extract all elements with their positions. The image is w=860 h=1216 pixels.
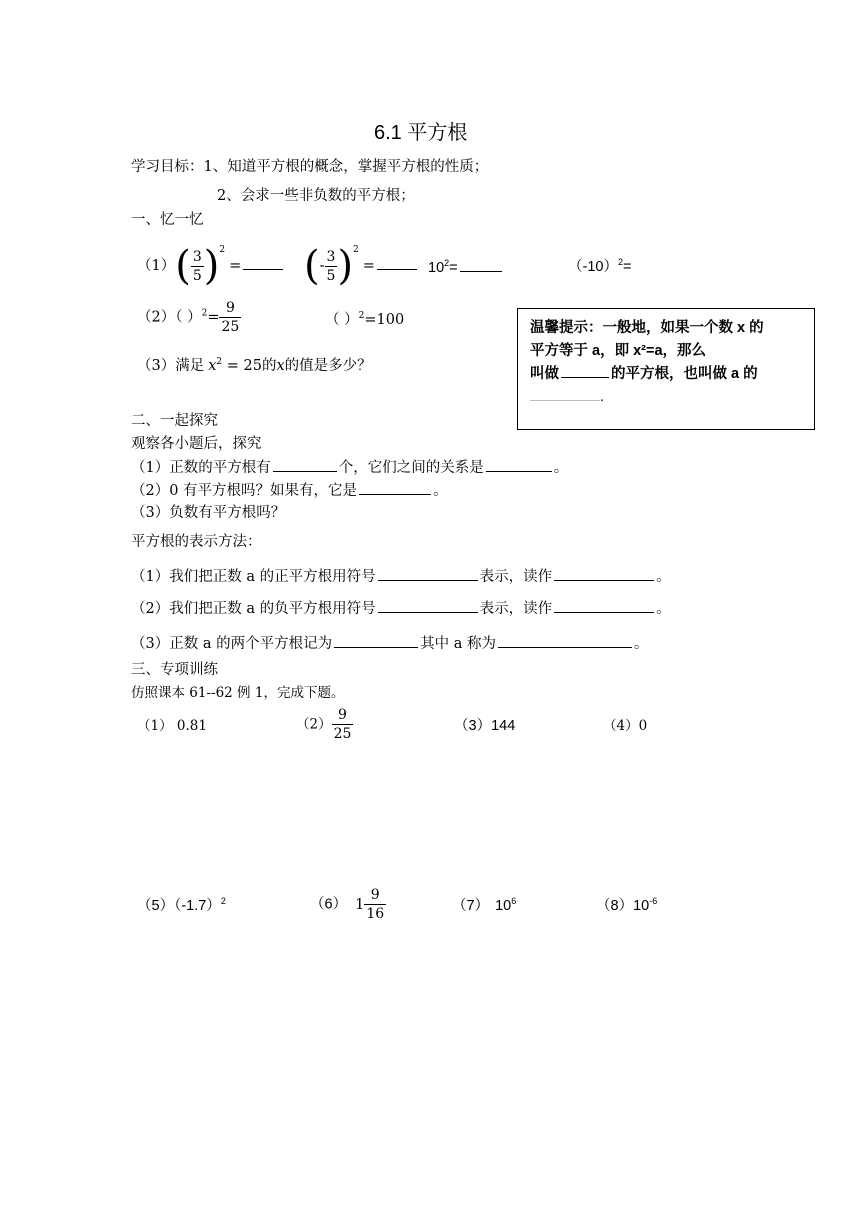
section2-heading: 二、一起探究 (131, 413, 218, 429)
right-paren: ) (337, 243, 354, 289)
answer-blank[interactable] (498, 633, 632, 648)
notation-heading: 平方根的表示方法： (131, 534, 262, 550)
section2-intro: 观察各小题后，探究 (131, 436, 262, 452)
exponent: 2 (353, 245, 359, 255)
answer-blank[interactable] (486, 457, 552, 472)
fraction: $\frac{3}{5}$ (192, 248, 202, 284)
problem-2: （2） $\frac{9}{25}$ (296, 707, 352, 742)
blank-paren[interactable]: （ ） (325, 312, 359, 328)
answer-blank[interactable] (377, 255, 417, 270)
answer-blank[interactable] (243, 255, 283, 270)
tip-blank-1[interactable] (561, 363, 609, 378)
section1-q1-item3: $10^2=$ (428, 257, 504, 278)
answer-blank[interactable] (554, 566, 654, 581)
section1-q1 (137, 243, 285, 290)
section2-q1: （1）正数的平方根有 个，它们之间的关系是 。 (131, 457, 568, 478)
minus-sign: - (319, 258, 325, 274)
section3-intro: 仿照课本 61--62 例 1，完成下题。 (131, 685, 345, 701)
left-paren: ( (304, 243, 320, 289)
fraction: $\frac{9}{25}$ (221, 300, 240, 335)
fraction: $\frac{9}{16}$ (366, 887, 385, 922)
problem-7: （7） $10^6$ (452, 896, 517, 914)
tip-line-2: 平方等于 a，即 x²=a，那么 (530, 343, 707, 359)
section1-q1-item2 (304, 243, 419, 290)
goals-item-1: 1、知道平方根的概念，掌握平方根的性质； (203, 159, 489, 175)
section1-q2: （2）（ ）$^2$= $\frac{9}{25}$ (137, 300, 240, 335)
section1-q3: （3）满足 $x^2 = 25$的x的值是多少？ (137, 357, 372, 374)
equals: = (362, 258, 375, 274)
tip-line-1: 温馨提示：一般地，如果一个数 x 的 (530, 320, 764, 336)
fraction: $\frac{3}{5}$ (326, 248, 336, 284)
fraction: $\frac{9}{25}$ (333, 707, 352, 742)
answer-blank[interactable] (378, 566, 478, 581)
notation-row-3: （3）正数 a 的两个平方根记为 其中 a 称为 。 (131, 633, 648, 654)
q2-label: （2） (137, 309, 176, 326)
blank-paren[interactable]: （ ） (175, 309, 202, 326)
answer-blank[interactable] (554, 598, 654, 613)
notation-row-2: （2）我们把正数 a 的负平方根用符号 表示，读作 。 (131, 598, 671, 619)
notation-row-1: （1）我们把正数 a 的正平方根用符号 表示，读作 。 (131, 566, 671, 587)
problem-8: $(8)10^{-6}$ (596, 896, 658, 914)
tip-blank-2[interactable] (530, 386, 600, 401)
answer-blank[interactable] (378, 598, 478, 613)
answer-blank[interactable] (359, 480, 431, 495)
problem-6: （6） 1 $\frac{9}{16}$ (310, 887, 385, 922)
equals: = (229, 258, 242, 274)
problem-1: （1） 0.81 (137, 718, 207, 734)
q1-label: （1） (137, 258, 176, 274)
section1-q1-item4: $(-10)^2=$ (568, 257, 632, 275)
page-title: 6.1 平方根 (374, 122, 468, 144)
problem-5: $(5)(-1.7)^2$ (137, 896, 226, 914)
goals-item-2: 2、会求一些非负数的平方根； (217, 188, 415, 204)
left-paren: ( (175, 243, 191, 289)
problem-4: （4）0 (603, 718, 648, 734)
answer-blank[interactable] (460, 257, 502, 272)
tip-line-4: . (530, 386, 804, 409)
section1-q2-item2: （ ）$^2$=100 (325, 311, 405, 328)
goals-line-1 (131, 157, 488, 177)
tip-line-3: 叫做 的平方根，也叫做 a 的 (530, 363, 804, 386)
problem-3: （3）144 (454, 718, 516, 734)
tip-box (517, 308, 815, 430)
answer-blank[interactable] (273, 457, 337, 472)
right-paren: ) (203, 243, 220, 289)
section1-heading: 一、忆一忆 (131, 212, 204, 228)
section2-q2: （2）0 有平方根吗？如果有，它是 。 (131, 480, 448, 501)
goals-label: 学习目标： (131, 159, 204, 175)
section2-q3: （3）负数有平方根吗？ (131, 505, 286, 521)
answer-blank[interactable] (334, 633, 418, 648)
section3-heading: 三、专项训练 (131, 662, 218, 678)
exponent: 2 (219, 245, 226, 255)
